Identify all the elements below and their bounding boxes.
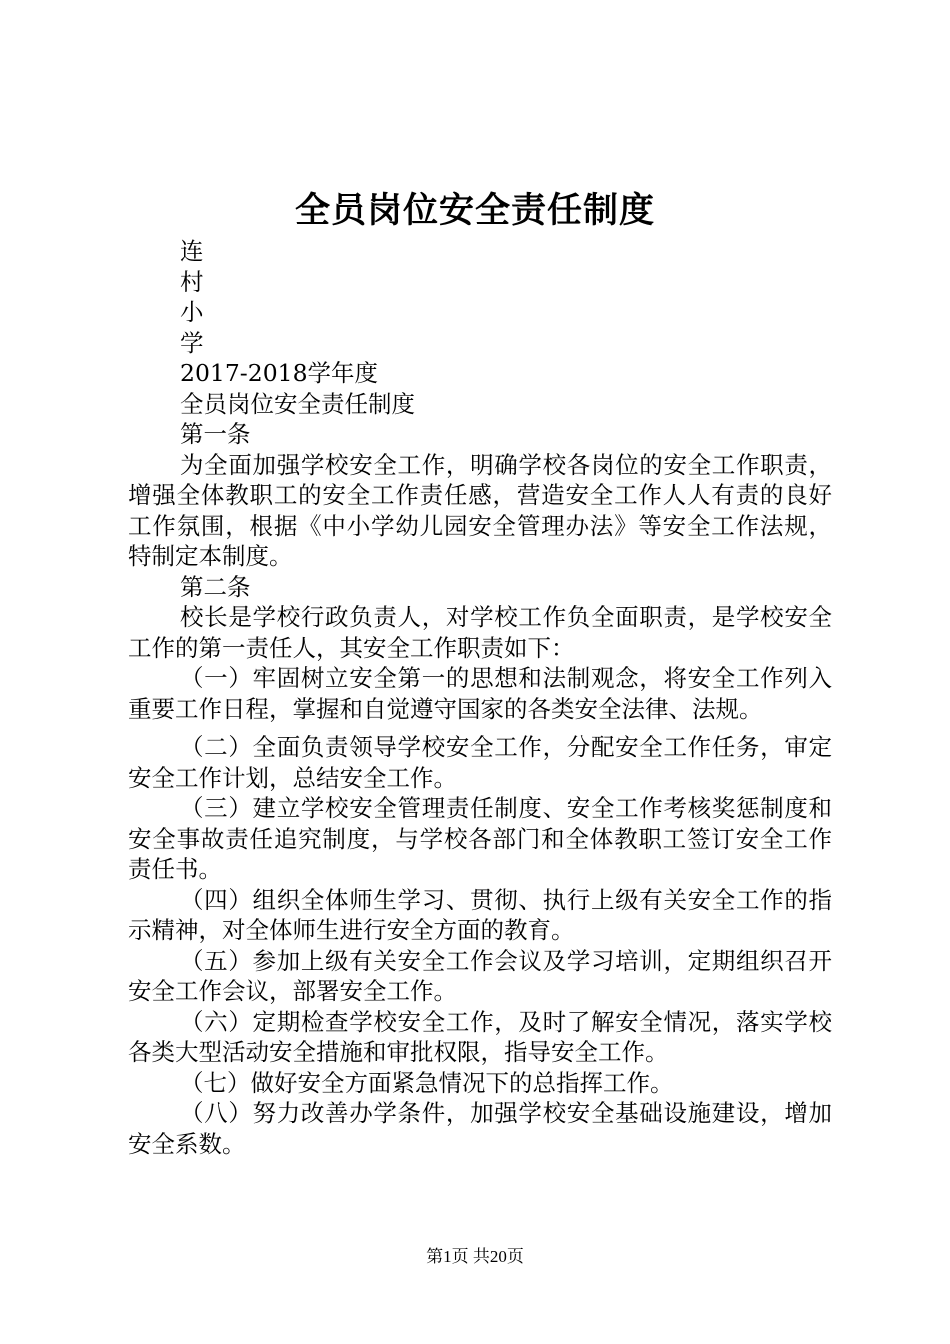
document-body — [128, 236, 832, 1159]
article1-text: 为全面加强学校安全工作，明确学校各岗位的安全工作职责，增强全体教职工的安全工作责任感，营造安全工作人人有责的良好工作氛围，根据《中小学幼儿园安全管理办法》等安全工作法规，特制定本制度。 — [128, 450, 832, 570]
duty-item-8: （八）努力改善办学条件，加强学校安全基础设施建设，增加安全系数。 — [128, 1099, 832, 1158]
school-char-1: 连 — [180, 237, 204, 265]
article2-heading: 第二条 — [180, 572, 251, 601]
duty-item-3: （三）建立学校安全管理责任制度、安全工作考核奖惩制度和安全事故责任追究制度，与学校各部门和全体教职工签订安全工作责任书。 — [128, 794, 832, 883]
school-char-4: 学 — [180, 328, 204, 357]
school-char-3: 小 — [180, 298, 204, 326]
document-title: 全员岗位安全责任制度 — [294, 190, 655, 231]
school-year: 2017-2018学年度 — [180, 359, 379, 387]
duty-item-4: （四）组织全体师生学习、贯彻、执行上级有关安全工作的指示精神，对全体师生进行安全方面的教育。 — [128, 885, 832, 944]
duty-item-7: （七）做好安全方面紧急情况下的总指挥工作。 — [180, 1068, 674, 1097]
duty-item-5: （五）参加上级有关安全工作会议及学习培训，定期组织召开安全工作会议，部署安全工作。 — [128, 946, 832, 1005]
duty-item-6: （六）定期检查学校安全工作，及时了解安全情况，落实学校各类大型活动安全措施和审批权限，指导安全工作。 — [128, 1007, 832, 1066]
duty-item-2: （二）全面负责领导学校安全工作，分配安全工作任务，审定安全工作计划，总结安全工作。 — [128, 733, 832, 792]
school-char-2: 村 — [180, 267, 204, 296]
article1-heading: 第一条 — [180, 420, 251, 448]
article2-text: 校长是学校行政负责人，对学校工作负全面职责，是学校安全工作的第一责任人，其安全工作职责如下： — [128, 603, 832, 662]
page-footer: 第1页 共20页 — [426, 1247, 524, 1266]
subtitle: 全员岗位安全责任制度 — [180, 389, 415, 418]
duty-item-1: （一）牢固树立安全第一的思想和法制观念，将安全工作列入重要工作日程，掌握和自觉遵守国家的各类安全法律、法规。 — [128, 664, 832, 723]
